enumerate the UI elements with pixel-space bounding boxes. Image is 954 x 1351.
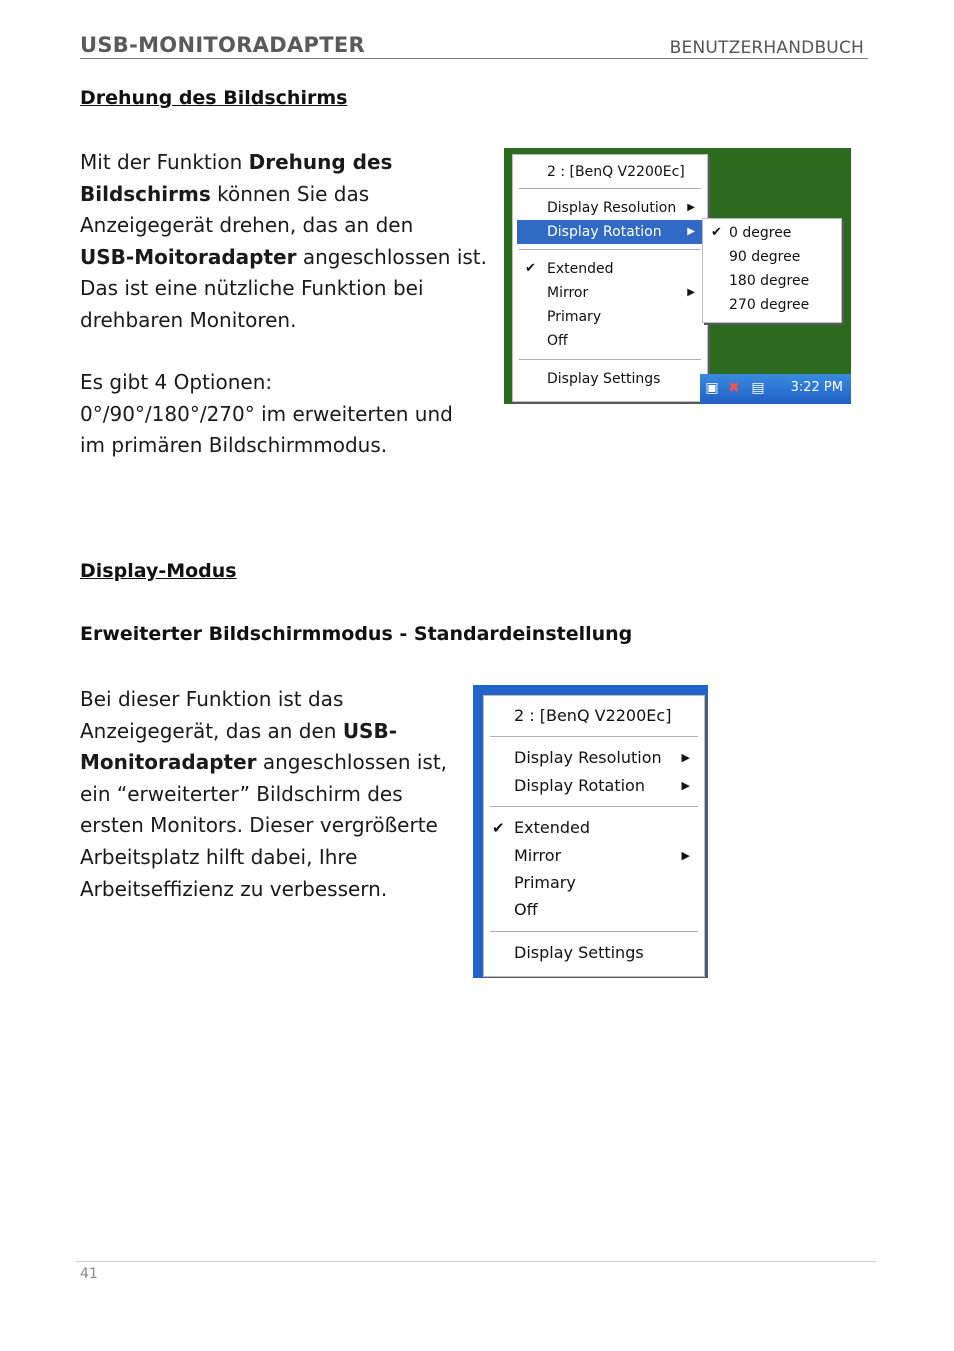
menu-item-device[interactable]: [517, 160, 703, 184]
context-menu: [483, 695, 705, 977]
header-rule: [80, 58, 868, 59]
menu-item-device[interactable]: [488, 702, 700, 730]
menu-separator: [519, 188, 701, 189]
submenu-item-label: 270 degree: [729, 297, 810, 313]
menu-item-label: Off: [547, 333, 568, 349]
rotation-description: [80, 147, 500, 337]
menu-item-label: Display Resolution: [514, 748, 662, 767]
tray-clock: 3:22 PM: [790, 380, 843, 395]
menu-item-label: Primary: [514, 873, 576, 892]
header-subtitle: BENUTZERHANDBUCH: [669, 38, 864, 58]
menu-item-display-resolution[interactable]: [488, 744, 700, 772]
submenu-arrow-icon: ▶: [681, 779, 690, 792]
menu-item-display-settings[interactable]: [488, 939, 700, 967]
menu-item-label: Extended: [547, 261, 614, 277]
menu-separator: [490, 931, 698, 932]
text-line: im primären Bildschirmmodus.: [80, 433, 388, 458]
text-line: Bei dieser Funktion ist das: [80, 687, 344, 711]
text-run: können Sie das: [210, 181, 370, 206]
text-run: Anzeigegerät, das an den: [80, 718, 343, 743]
menu-item-label: Off: [514, 900, 538, 919]
submenu-arrow-icon: ▶: [687, 226, 695, 237]
menu-item-label: Display Rotation: [514, 776, 645, 795]
submenu-arrow-icon: ▶: [687, 202, 695, 213]
system-tray: [700, 374, 851, 404]
submenu-item-270-degree[interactable]: [707, 293, 837, 317]
submenu-arrow-icon: ▶: [681, 849, 690, 862]
menu-item-label: 2 : [BenQ V2200Ec]: [547, 164, 685, 180]
submenu-arrow-icon: ▶: [681, 751, 690, 764]
menu-item-label: Extended: [514, 818, 590, 837]
submenu-item-label: 90 degree: [729, 249, 801, 265]
menu-item-primary[interactable]: [488, 869, 700, 897]
header-title: USB-MONITORADAPTER: [80, 33, 365, 57]
submenu-item-90-degree[interactable]: [707, 245, 837, 269]
text-line: 0°/90°/180°/270° im erweiterten und: [80, 401, 453, 426]
rotation-submenu: [702, 218, 842, 323]
text-line: ein “erweiterter” Bildschirm des: [80, 781, 403, 806]
footer-rule: [76, 1261, 876, 1262]
section-title-display-mode: Display-Modus: [80, 560, 237, 582]
check-icon: ✔: [525, 261, 536, 276]
text-run: angeschlossen ist,: [256, 750, 448, 775]
menu-item-label: Mirror: [514, 846, 562, 865]
menu-separator: [519, 359, 701, 360]
text-run-bold: Monitoradapter: [80, 750, 257, 775]
menu-item-display-rotation[interactable]: [517, 220, 703, 244]
menu-item-display-rotation[interactable]: [488, 772, 700, 800]
tray-app-icon[interactable]: ▣: [705, 380, 719, 396]
text-run: Mit der Funktion: [80, 150, 249, 174]
subsection-title-extended: Erweiterter Bildschirmmodus - Standardeinstellung: [80, 623, 633, 645]
text-line: Arbeitsplatz hilft dabei, Ihre: [80, 844, 358, 869]
section-title-rotation: Drehung des Bildschirms: [80, 87, 348, 109]
tray-monitor-icon[interactable]: ▤: [751, 380, 765, 396]
extended-mode-description: [80, 684, 465, 905]
context-menu: [512, 154, 708, 402]
submenu-item-label: 0 degree: [729, 225, 792, 241]
submenu-item-label: 180 degree: [729, 273, 810, 289]
tray-network-icon[interactable]: ✖: [728, 380, 740, 396]
text-run: Anzeigegerät drehen, das an den: [80, 213, 414, 238]
submenu-item-0-degree[interactable]: [707, 221, 837, 245]
menu-item-extended[interactable]: [517, 257, 703, 281]
menu-separator: [490, 806, 698, 807]
menu-item-label: 2 : [BenQ V2200Ec]: [514, 706, 672, 725]
text-run: angeschlossen ist.: [296, 244, 487, 269]
menu-item-off[interactable]: [488, 896, 700, 924]
menu-item-extended[interactable]: [488, 814, 700, 842]
menu-item-primary[interactable]: [517, 305, 703, 329]
menu-item-display-settings[interactable]: [517, 367, 703, 391]
menu-item-off[interactable]: [517, 329, 703, 353]
menu-separator: [490, 736, 698, 737]
check-icon: ✔: [492, 819, 505, 837]
page-number: 41: [80, 1266, 98, 1282]
text-run: drehbaren Monitoren.: [80, 307, 297, 332]
menu-item-label: Display Settings: [514, 943, 644, 962]
rotation-menu-screenshot: [504, 148, 851, 404]
text-line: Arbeitseffizienz zu verbessern.: [80, 876, 388, 901]
check-icon: ✔: [711, 225, 722, 240]
menu-item-mirror[interactable]: [517, 281, 703, 305]
submenu-arrow-icon: ▶: [687, 287, 695, 298]
menu-item-mirror[interactable]: [488, 842, 700, 870]
text-line: Es gibt 4 Optionen:: [80, 370, 273, 394]
text-run-bold: USB-: [342, 718, 398, 743]
text-run-bold: USB-Moitoradapter: [80, 244, 297, 269]
menu-separator: [519, 249, 701, 250]
menu-item-label: Primary: [547, 309, 602, 325]
text-run-bold: Bildschirms: [80, 181, 211, 206]
menu-item-display-resolution[interactable]: [517, 196, 703, 220]
text-line: ersten Monitors. Dieser vergrößerte: [80, 813, 438, 838]
menu-item-label: Display Rotation: [547, 224, 662, 240]
text-run: Das ist eine nützliche Funktion bei: [80, 276, 424, 301]
submenu-item-180-degree[interactable]: [707, 269, 837, 293]
extended-menu-screenshot: [473, 685, 708, 978]
menu-item-label: Display Resolution: [547, 200, 677, 216]
rotation-options: [80, 367, 500, 462]
menu-item-label: Display Settings: [547, 371, 661, 387]
menu-item-label: Mirror: [547, 285, 589, 301]
text-run-bold: Drehung des: [248, 150, 393, 174]
